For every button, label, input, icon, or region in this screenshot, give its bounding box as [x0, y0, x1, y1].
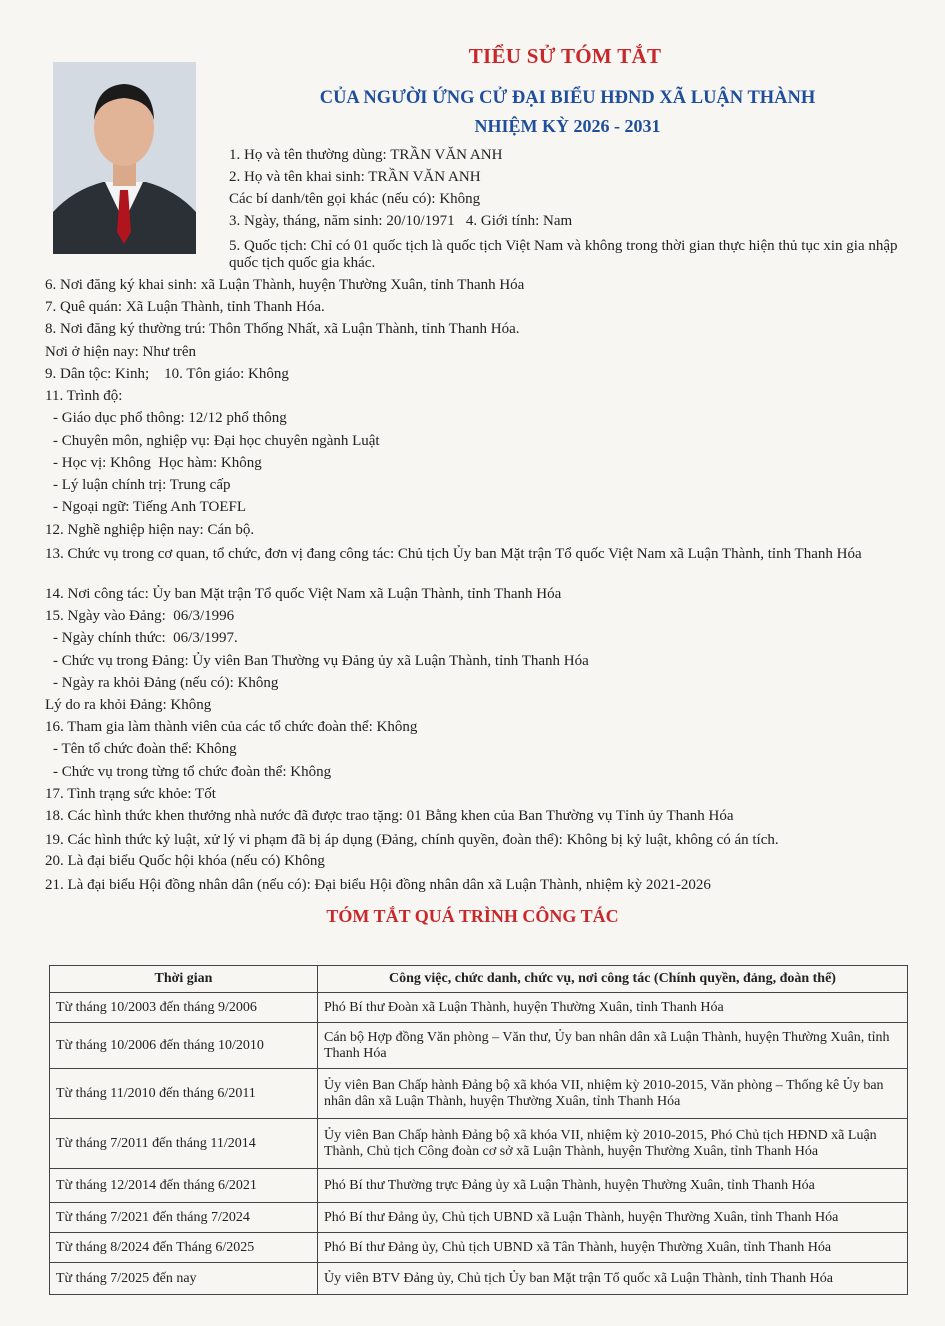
bio-line: 21. Là đại biểu Hội đồng nhân dân (nếu có): Đại biểu Hội đồng nhân dân xã Luận Thành, nhiệm kỳ 2021-2026: [45, 877, 711, 893]
cell-time: Từ tháng 8/2024 đến Tháng 6/2025: [50, 1233, 318, 1263]
bio-line: - Tên tổ chức đoàn thể: Không: [53, 741, 237, 757]
cell-time: Từ tháng 12/2014 đến tháng 6/2021: [50, 1169, 318, 1203]
bio-line: - Chức vụ trong Đảng: Ủy viên Ban Thường vụ Đảng ủy xã Luận Thành, tỉnh Thanh Hóa: [53, 653, 589, 669]
cell-time: Từ tháng 7/2021 đến tháng 7/2024: [50, 1203, 318, 1233]
bio-line: 6. Nơi đăng ký khai sinh: xã Luận Thành, huyện Thường Xuân, tỉnh Thanh Hóa: [45, 277, 525, 293]
table-header-row: [50, 966, 908, 993]
document-subtitle: CỦA NGƯỜI ỨNG CỬ ĐẠI BIỂU HĐND XÃ LUẬN THÀNH: [319, 88, 816, 108]
cell-work: Phó Bí thư Đảng ủy, Chủ tịch UBND xã Luận Thành, huyện Thường Xuân, tỉnh Thanh Hóa: [318, 1203, 908, 1233]
table-row: [50, 1023, 908, 1069]
bio-line: - Học vị: Không Học hàm: Không: [53, 455, 262, 471]
bio-line: 12. Nghề nghiệp hiện nay: Cán bộ.: [45, 522, 255, 538]
cell-work: Phó Bí thư Đảng ủy, Chủ tịch UBND xã Tân Thành, huyện Thường Xuân, tỉnh Thanh Hóa: [318, 1233, 908, 1263]
bio-line: 5. Quốc tịch: Chỉ có 01 quốc tịch là quốc tịch Việt Nam và không trong thời gian thực hiện thủ tục xin gia nhập quốc tịch quốc gia khác.: [229, 238, 898, 271]
bio-line: - Chuyên môn, nghiệp vụ: Đại học chuyên ngành Luật: [53, 433, 380, 449]
cell-work: Ủy viên BTV Đảng ủy, Chủ tịch Ủy ban Mặt trận Tổ quốc xã Luận Thành, tỉnh Thanh Hóa: [318, 1263, 908, 1295]
table-row: [50, 1233, 908, 1263]
table-row: [50, 993, 908, 1023]
bio-line: 18. Các hình thức khen thưởng nhà nước đã được trao tặng: 01 Bằng khen của Ban Thường vụ Tỉnh ủy Thanh Hóa: [45, 808, 734, 824]
column-header-work: Công việc, chức danh, chức vụ, nơi công tác (Chính quyền, đảng, đoàn thể): [318, 966, 908, 993]
bio-line: Các bí danh/tên gọi khác (nếu có): Không: [229, 191, 481, 207]
bio-line: 17. Tình trạng sức khỏe: Tốt: [45, 786, 216, 802]
bio-line: 19. Các hình thức kỷ luật, xử lý vi phạm đã bị áp dụng (Đảng, chính quyền, đoàn thể): Không bị kỷ luật, không có án tích.: [45, 832, 779, 848]
bio-line: 11. Trình độ:: [45, 388, 123, 404]
cell-time: Từ tháng 10/2003 đến tháng 9/2006: [50, 993, 318, 1023]
document-term: NHIỆM KỲ 2026 - 2031: [474, 116, 661, 136]
bio-line: 2. Họ và tên khai sinh: TRẦN VĂN ANH: [229, 169, 481, 185]
cell-time: Từ tháng 7/2025 đến nay: [50, 1263, 318, 1295]
table-row: [50, 1119, 908, 1169]
table-row: [50, 1069, 908, 1119]
table-row: [50, 1203, 908, 1233]
column-header-time: Thời gian: [50, 966, 318, 993]
cell-work: Ủy viên Ban Chấp hành Đảng bộ xã khóa VII, nhiệm kỳ 2010-2015, Phó Chủ tịch HĐND xã Luận Thành, Chủ tịch Công đoàn cơ sở xã Luận Thành, huyện Thường Xuân, tỉnh Thanh Hóa: [318, 1119, 908, 1169]
cell-time: Từ tháng 11/2010 đến tháng 6/2011: [50, 1069, 318, 1119]
career-section-title: TÓM TẮT QUÁ TRÌNH CÔNG TÁC: [326, 906, 619, 926]
table-row: [50, 1169, 908, 1203]
document-title: TIỂU SỬ TÓM TẮT: [468, 44, 662, 68]
bio-line: 16. Tham gia làm thành viên của các tổ chức đoàn thể: Không: [45, 719, 418, 735]
bio-line: 14. Nơi công tác: Ủy ban Mặt trận Tổ quốc Việt Nam xã Luận Thành, tỉnh Thanh Hóa: [45, 586, 562, 602]
bio-line: - Giáo dục phổ thông: 12/12 phổ thông: [53, 410, 287, 426]
cell-work: Phó Bí thư Thường trực Đảng ủy xã Luận Thành, huyện Thường Xuân, tỉnh Thanh Hóa: [318, 1169, 908, 1203]
bio-line: Lý do ra khỏi Đảng: Không: [45, 697, 212, 713]
cell-time: Từ tháng 10/2006 đến tháng 10/2010: [50, 1023, 318, 1069]
cell-work: Cán bộ Hợp đồng Văn phòng – Văn thư, Ủy ban nhân dân xã Luận Thành, huyện Thường Xuân, tỉnh Thanh Hóa: [318, 1023, 908, 1069]
bio-line: - Lý luận chính trị: Trung cấp: [53, 477, 231, 493]
career-table: [49, 965, 908, 1295]
bio-line: 13. Chức vụ trong cơ quan, tổ chức, đơn vị đang công tác: Chủ tịch Ủy ban Mặt trận Tổ quốc Việt Nam xã Luận Thành, tỉnh Thanh Hóa: [45, 546, 862, 562]
bio-line: 7. Quê quán: Xã Luận Thành, tỉnh Thanh Hóa.: [45, 299, 325, 315]
bio-line: - Ngày chính thức: 06/3/1997.: [53, 630, 238, 646]
bio-line: Nơi ở hiện nay: Như trên: [45, 344, 197, 360]
cell-time: Từ tháng 7/2011 đến tháng 11/2014: [50, 1119, 318, 1169]
table-row: [50, 1263, 908, 1295]
bio-line: 15. Ngày vào Đảng: 06/3/1996: [45, 608, 235, 624]
bio-line: 3. Ngày, tháng, năm sinh: 20/10/1971 4. Giới tính: Nam: [229, 213, 573, 229]
bio-line: - Chức vụ trong từng tổ chức đoàn thể: Không: [53, 764, 332, 780]
bio-line: 9. Dân tộc: Kinh; 10. Tôn giáo: Không: [45, 366, 289, 382]
bio-line: - Ngoại ngữ: Tiếng Anh TOEFL: [53, 499, 247, 515]
cell-work: Phó Bí thư Đoàn xã Luận Thành, huyện Thường Xuân, tỉnh Thanh Hóa: [318, 993, 908, 1023]
bio-line: 20. Là đại biểu Quốc hội khóa (nếu có) Không: [45, 853, 325, 869]
bio-line: - Ngày ra khỏi Đảng (nếu có): Không: [53, 675, 279, 691]
cell-work: Ủy viên Ban Chấp hành Đảng bộ xã khóa VII, nhiệm kỳ 2010-2015, Văn phòng – Thống kê Ủy ban nhân dân xã Luận Thành, huyện Thường Xuân, tỉnh Thanh Hóa: [318, 1069, 908, 1119]
bio-line: 1. Họ và tên thường dùng: TRẦN VĂN ANH: [229, 147, 503, 163]
bio-line: 8. Nơi đăng ký thường trú: Thôn Thống Nhất, xã Luận Thành, tỉnh Thanh Hóa.: [45, 321, 520, 337]
